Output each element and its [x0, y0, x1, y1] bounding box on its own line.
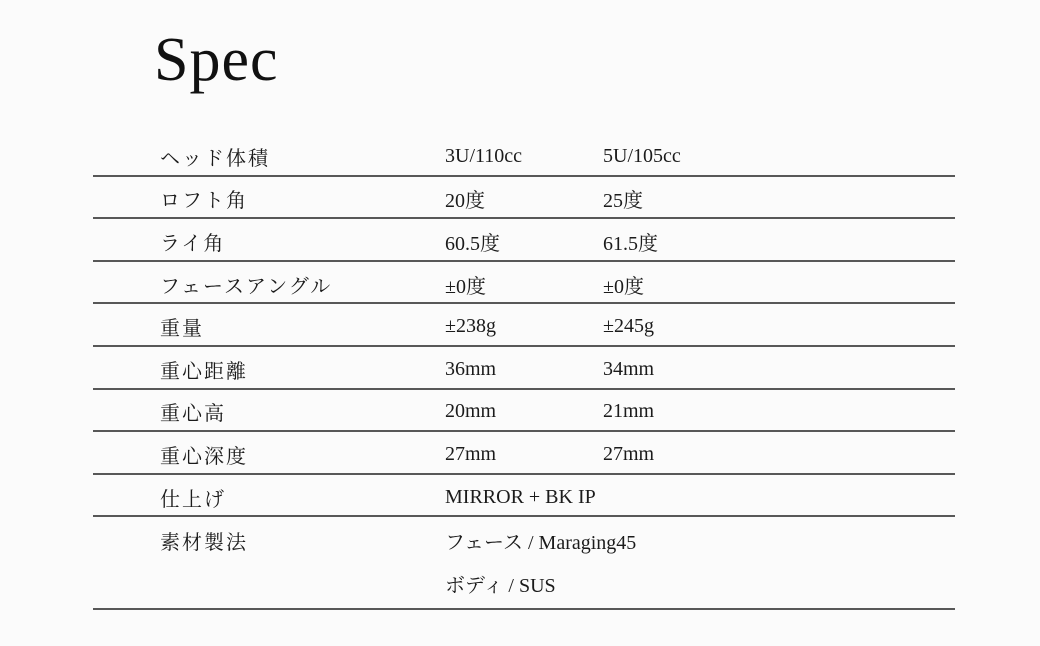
row-label: ロフト角: [160, 190, 248, 213]
row-label: [93, 517, 445, 560]
row-label: 重心深度: [160, 445, 248, 468]
spec-table: [93, 134, 955, 610]
row-value-2: 27mm: [603, 442, 655, 465]
table-row: [93, 432, 955, 475]
row-value-1: MIRROR + BK IP: [445, 485, 596, 508]
table-row: [93, 475, 955, 518]
row-value-1: 3U/110cc: [445, 144, 523, 167]
row-value-2: 21mm: [603, 400, 655, 423]
row-label-text: 素材製法: [160, 532, 248, 555]
table-row: [93, 304, 955, 347]
row-value-1: 20度: [445, 190, 485, 213]
table-row: [93, 347, 955, 390]
row-label: 重心高: [160, 403, 226, 426]
table-row: [93, 177, 955, 220]
row-value-2: ±245g: [603, 315, 654, 338]
page-title: Spec: [154, 26, 279, 94]
row-label: ライ角: [160, 232, 226, 255]
row-label: ヘッド体積: [160, 147, 270, 170]
row-value-2: 34mm: [603, 357, 655, 380]
table-row: [93, 517, 955, 610]
material-body-line: ボディ / SUS: [445, 574, 556, 597]
row-value-1: ±0度: [445, 275, 486, 298]
row-value-2: 25度: [603, 190, 643, 213]
row-value-1: 60.5度: [445, 232, 500, 255]
row-value-2: 5U/105cc: [603, 144, 681, 167]
table-row: [93, 134, 955, 177]
table-row: [93, 219, 955, 262]
row-label: 重量: [160, 318, 204, 341]
row-value-2: ±0度: [603, 275, 644, 298]
material-face-line: フェース / Maraging45: [445, 532, 637, 555]
row-label: フェースアングル: [160, 275, 333, 298]
row-value-1: 20mm: [445, 400, 497, 423]
row-value-1: ±238g: [445, 315, 496, 338]
row-value-1: 36mm: [445, 357, 497, 380]
table-row: [93, 390, 955, 433]
row-value-2: 61.5度: [603, 232, 658, 255]
row-value-1: [445, 517, 636, 602]
row-label: 重心距離: [160, 360, 248, 383]
row-value-1: 27mm: [445, 442, 497, 465]
table-row: [93, 262, 955, 305]
row-label: 仕上げ: [160, 488, 226, 511]
